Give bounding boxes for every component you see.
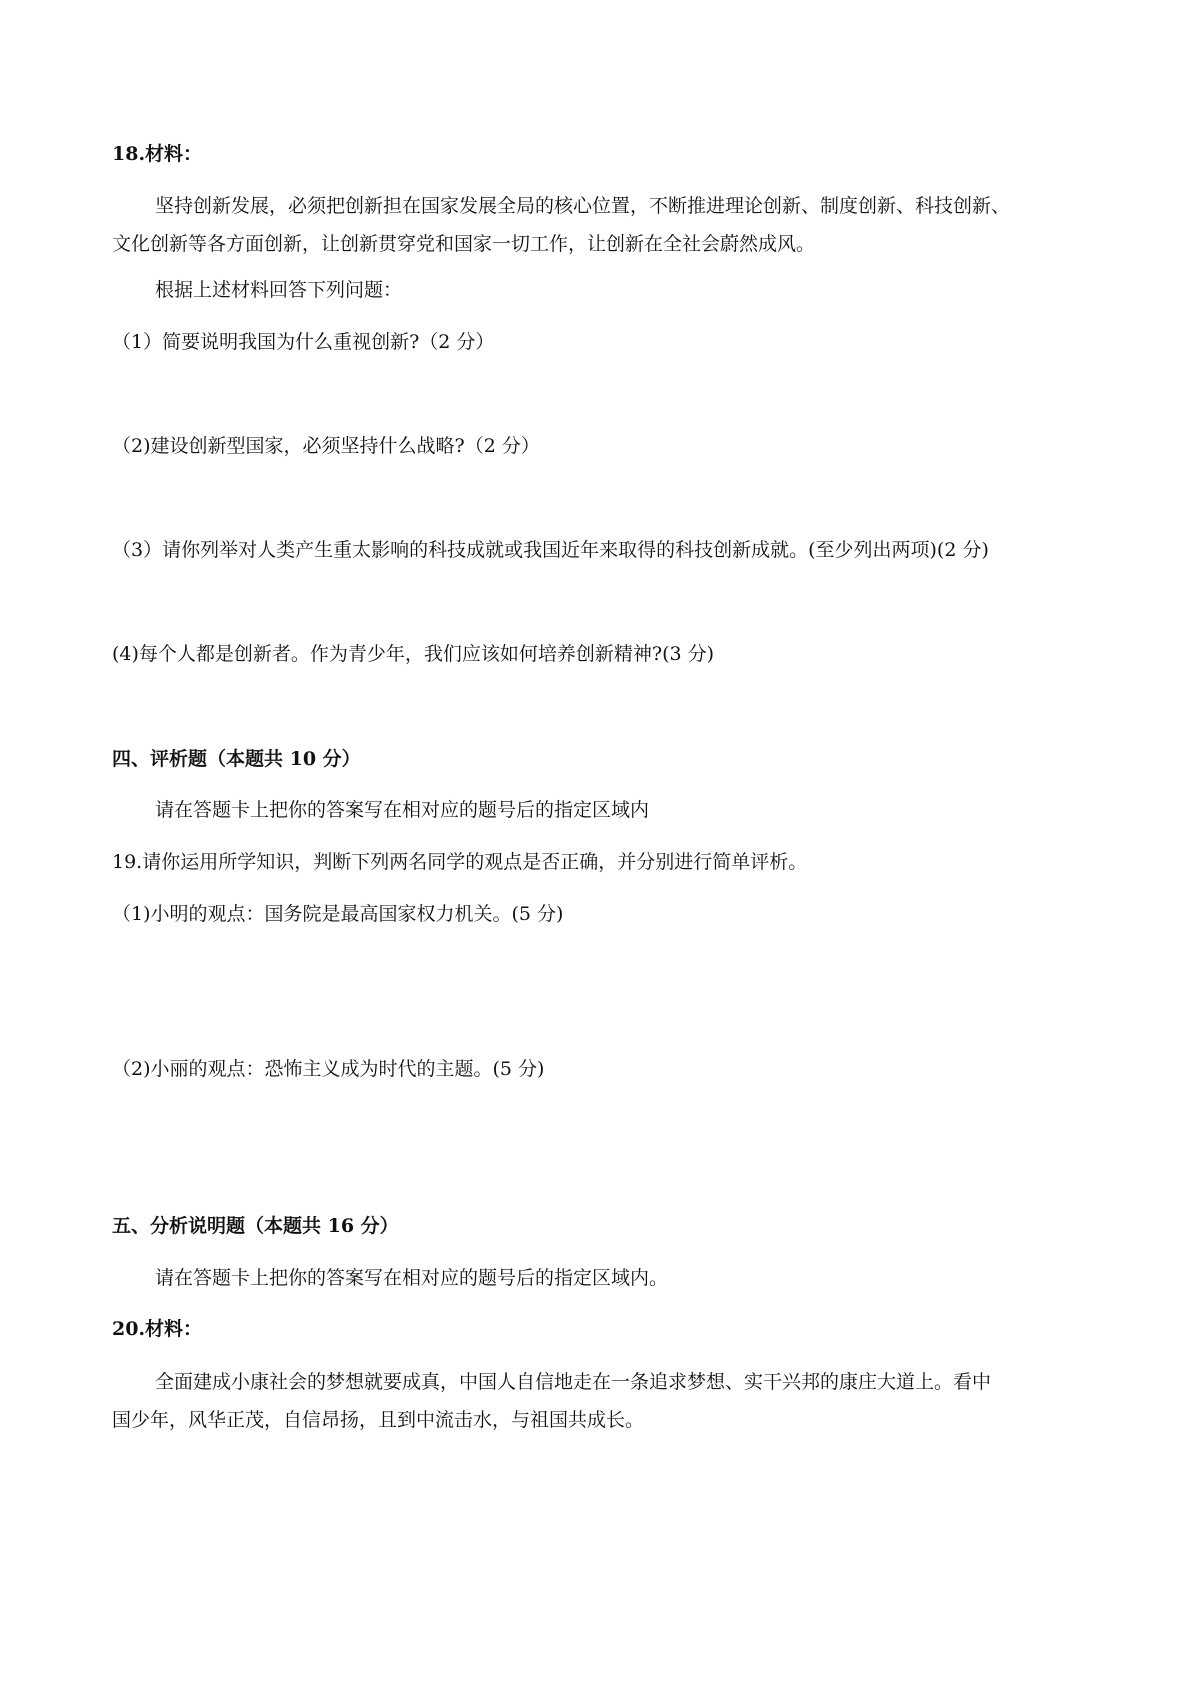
q20-title: 20.材料：: [112, 1318, 203, 1340]
q20-material-line-1: 全面建成小康社会的梦想就要成真，中国人自信地走在一条追求梦想、实干兴邦的康庄大道上。看中: [155, 1371, 992, 1393]
section-5-instruction: 请在答题卡上把你的答案写在相对应的题号后的指定区域内。: [155, 1267, 669, 1289]
section-4-heading: 四、评析题（本题共 10 分）: [112, 748, 361, 770]
q19-subquestion-2: （2)小丽的观点：恐怖主义成为时代的主题。(5 分): [112, 1058, 545, 1080]
q18-subquestion-1: （1）简要说明我国为什么重视创新?（2 分）: [112, 331, 495, 353]
q18-subquestion-3: （3）请你列举对人类产生重太影响的科技成就或我国近年来取得的科技创新成就。(至少列出两项)(2 分): [112, 539, 989, 561]
q19-stem: 19.请你运用所学知识，判断下列两名同学的观点是否正确，并分别进行简单评析。: [112, 851, 808, 873]
q18-material-line-2: 文化创新等各方面创新，让创新贯穿党和国家一切工作，让创新在全社会蔚然成风。: [112, 233, 816, 255]
q20-material-line-2: 国少年，风华正茂，自信昂扬，且到中流击水，与祖国共成长。: [112, 1409, 645, 1431]
q18-title: 18.材料：: [112, 143, 203, 165]
section-5-heading: 五、分析说明题（本题共 16 分）: [112, 1215, 399, 1237]
section-4-instruction: 请在答题卡上把你的答案写在相对应的题号后的指定区域内: [155, 799, 650, 821]
q18-subquestion-4: (4)每个人都是创新者。作为青少年，我们应该如何培养创新精神?(3 分): [112, 643, 715, 665]
q18-material-line-1: 坚持创新发展，必须把创新担在国家发展全局的核心位置，不断推进理论创新、制度创新、科技创新、: [155, 195, 1011, 217]
q18-subquestion-2: （2)建设创新型国家，必须坚持什么战略?（2 分）: [112, 435, 540, 457]
q18-instruction: 根据上述材料回答下列问题：: [155, 279, 403, 301]
q19-subquestion-1: （1)小明的观点：国务院是最高国家权力机关。(5 分): [112, 903, 564, 925]
